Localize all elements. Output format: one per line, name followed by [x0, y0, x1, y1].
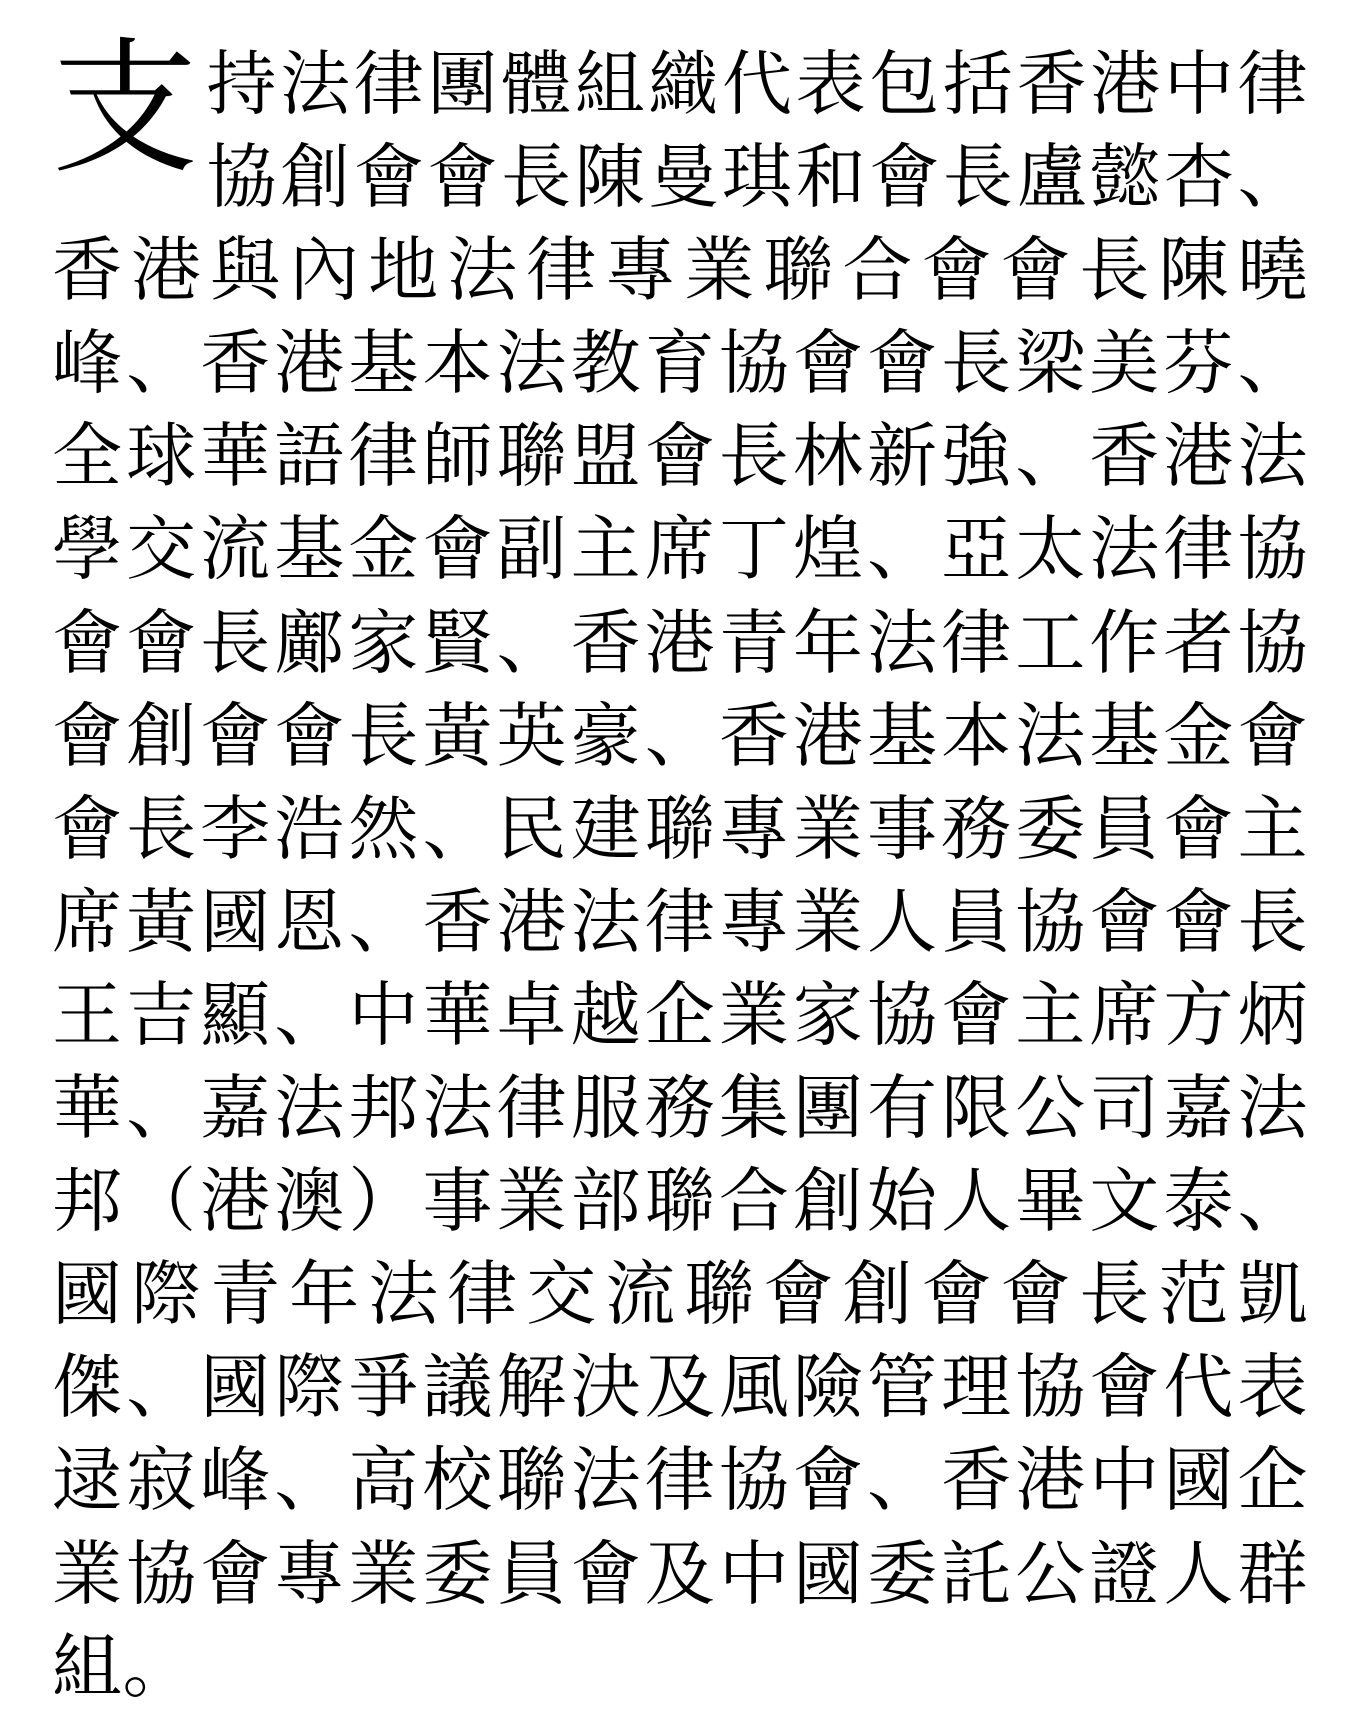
drop-cap: 支 [52, 24, 199, 194]
article-paragraph: 持法律團體組織代表包括香港中律協創會會長陳曼琪和會長盧懿杏、香港與內地法律專業聯合會會長陳曉峰、香港基本法教育協會會長梁美芬、全球華語律師聯盟會長林新強、香港法學交流基金會副主席丁煌、亞太法律協會會長鄺家賢、香港青年法律工作者協會創會會長黃英豪、香港基本法基金會會長李浩然、民建聯專業事務委員會主席黃國恩、香港法律專業人員協會會長王吉顯、中華卓越企業家協會主席方炳華、嘉法邦法律服務集團有限公司嘉法邦（港澳）事業部聯合創始人畢文泰、國際青年法律交流聯會創會會長范凱傑、國際爭議解決及風險管理協會代表逯寂峰、高校聯法律協會、香港中國企業協會專業委員會及中國委託公證人群組。 [52, 43, 1308, 1708]
article-body [52, 24, 1308, 1714]
